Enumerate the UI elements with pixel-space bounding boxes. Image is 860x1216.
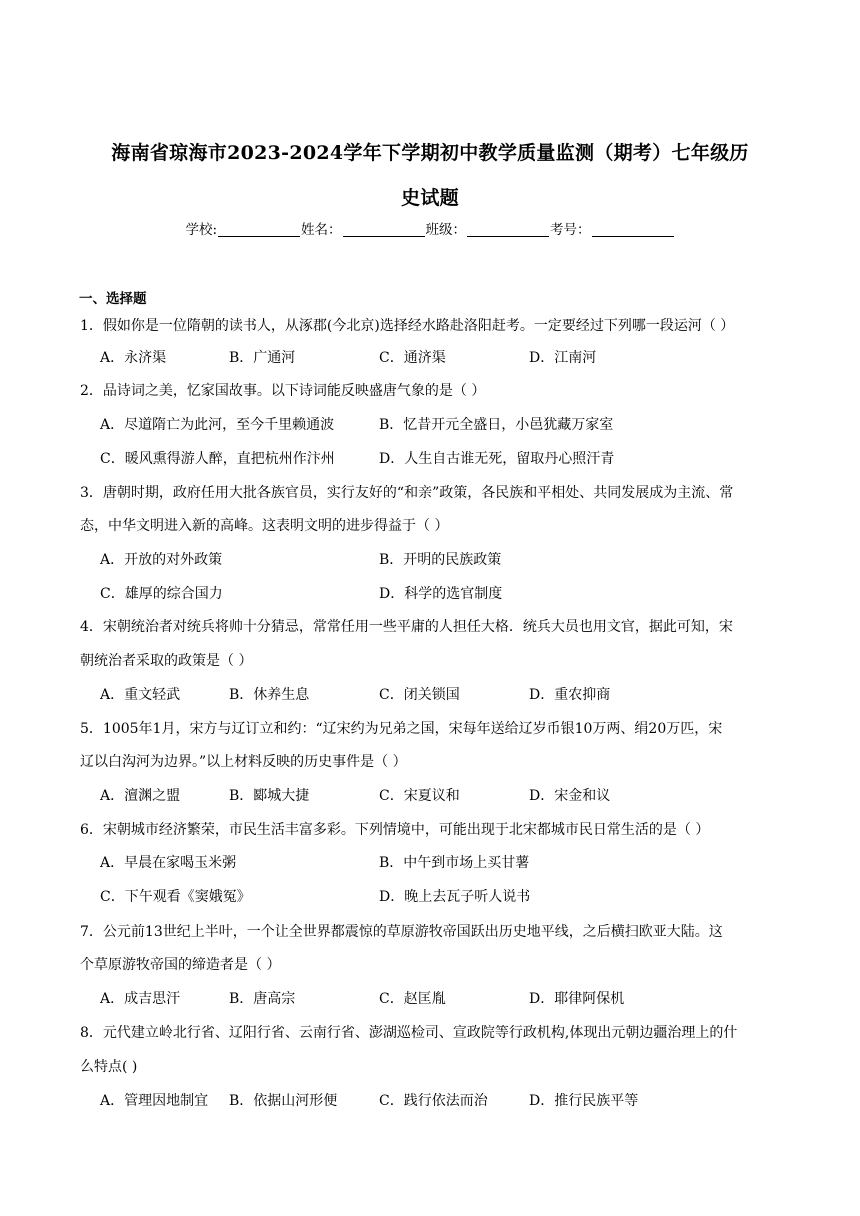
question-4-stem-line1: 4．宋朝统治者对统兵将帅十分猜忌，常常任用一些平庸的人担任大格．统兵大员也用文官，据此可知，宋	[80, 619, 733, 635]
section-heading: 一、选择题	[79, 291, 147, 307]
question-4-option-a[interactable]: A．重文轻武	[100, 687, 181, 703]
question-3-option-b[interactable]: B．开明的民族政策	[379, 552, 502, 568]
question-5-stem-line2: 辽以白沟河为边界。”以上材料反映的历史事件是（ ）	[80, 754, 407, 770]
exam-number-label: 考号：	[550, 222, 591, 238]
question-7-stem-line2: 个草原游牧帝国的缔造者是（ ）	[80, 957, 281, 973]
question-2-stem: 2．品诗词之美，忆家国故事。以下诗词能反映盛唐气象的是（ ）	[80, 383, 486, 399]
question-1-option-d[interactable]: D．江南河	[529, 350, 597, 366]
question-6-option-d[interactable]: D．晚上去瓦子听人说书	[379, 889, 531, 905]
exam-number-blank[interactable]	[592, 222, 674, 237]
question-8-option-d[interactable]: D．推行民族平等	[529, 1093, 639, 1109]
question-2-option-b[interactable]: B．忆昔开元全盛日，小邑犹藏万家室	[379, 417, 614, 433]
question-5-option-b[interactable]: B．郾城大捷	[229, 788, 310, 804]
question-8-stem-line2: 么特点( )	[80, 1059, 138, 1075]
question-4-option-d[interactable]: D．重农抑商	[529, 687, 611, 703]
question-3-stem-line2: 态，中华文明进入新的高峰。这表明文明的进步得益于（ ）	[80, 518, 449, 534]
question-2-option-d[interactable]: D．人生自古谁无死，留取丹心照汗青	[379, 451, 615, 467]
question-7-option-c[interactable]: C．赵匡胤	[379, 991, 446, 1007]
question-3-option-d[interactable]: D．科学的选官制度	[379, 586, 503, 602]
exam-title-line2: 史试题	[401, 187, 459, 209]
question-4-option-c[interactable]: C．闭关锁国	[379, 687, 460, 703]
question-1-stem: 1．假如你是一位隋朝的读书人，从涿郡(今北京)选择经水路赴洛阳赶考。一定要经过下列哪一段运河（ ）	[80, 318, 735, 334]
question-8-stem-line1: 8．元代建立岭北行省、辽阳行省、云南行省、澎湖巡检司、宣政院等行政机构,体现出元朝边疆治理上的什	[80, 1025, 738, 1041]
question-6-stem: 6．宋朝城市经济繁荣，市民生活丰富多彩。下列情境中，可能出现于北宋都城市民日常生活的是（ ）	[80, 822, 710, 838]
question-8-option-c[interactable]: C．践行依法而治	[379, 1093, 488, 1109]
name-label: 姓名：	[301, 222, 342, 238]
question-3-option-a[interactable]: A．开放的对外政策	[100, 552, 223, 568]
school-blank[interactable]	[218, 222, 300, 237]
question-3-option-c[interactable]: C．雄厚的综合国力	[100, 586, 223, 602]
question-8-option-b[interactable]: B．依据山河形便	[229, 1093, 338, 1109]
question-7-option-d[interactable]: D．耶律阿保机	[529, 991, 625, 1007]
class-blank[interactable]	[467, 222, 549, 237]
question-1-option-c[interactable]: C．通济渠	[379, 350, 446, 366]
question-5-option-d[interactable]: D．宋金和议	[529, 788, 611, 804]
question-4-stem-line2: 朝统治者采取的政策是（ ）	[80, 653, 253, 669]
question-1-option-a[interactable]: A．永济渠	[100, 350, 167, 366]
question-3-stem-line1: 3．唐朝时期，政府任用大批各族官员，实行友好的“和亲”政策，各民族和平相处、共同发展成为主流、常	[80, 485, 734, 501]
exam-title-line1: 海南省琼海市2023-2024学年下学期初中教学质量监测（期考）七年级历	[111, 142, 749, 164]
question-8-option-a[interactable]: A．管理因地制宜	[100, 1093, 209, 1109]
question-1-option-b[interactable]: B．广通河	[229, 350, 296, 366]
question-5-option-a[interactable]: A．澶渊之盟	[100, 788, 181, 804]
question-6-option-b[interactable]: B．中午到市场上买甘薯	[379, 855, 530, 871]
question-6-option-a[interactable]: A．早晨在家喝玉米粥	[100, 855, 237, 871]
question-4-option-b[interactable]: B．休养生息	[229, 687, 310, 703]
question-7-option-b[interactable]: B．唐高宗	[229, 991, 296, 1007]
question-5-option-c[interactable]: C．宋夏议和	[379, 788, 460, 804]
question-2-option-c[interactable]: C．暖风熏得游人醉，直把杭州作汴州	[100, 451, 335, 467]
school-label: 学校:	[185, 222, 218, 238]
question-5-stem-line1: 5．1005年1月，宋方与辽订立和约：“辽宋约为兄弟之国，宋每年送给辽岁币银10万两、绢20万匹，宋	[80, 721, 723, 737]
class-label: 班级：	[425, 222, 467, 238]
student-info-row	[0, 218, 860, 238]
name-blank[interactable]	[343, 222, 425, 237]
question-7-option-a[interactable]: A．成吉思汗	[100, 991, 181, 1007]
question-7-stem-line1: 7．公元前13世纪上半叶，一个让全世界都震惊的草原游牧帝国跃出历史地平线，之后横扫欧亚大陆。这	[80, 924, 723, 940]
question-6-option-c[interactable]: C．下午观看《窦娥冤》	[100, 889, 251, 905]
question-2-option-a[interactable]: A．尽道隋亡为此河，至今千里赖通波	[100, 417, 335, 433]
